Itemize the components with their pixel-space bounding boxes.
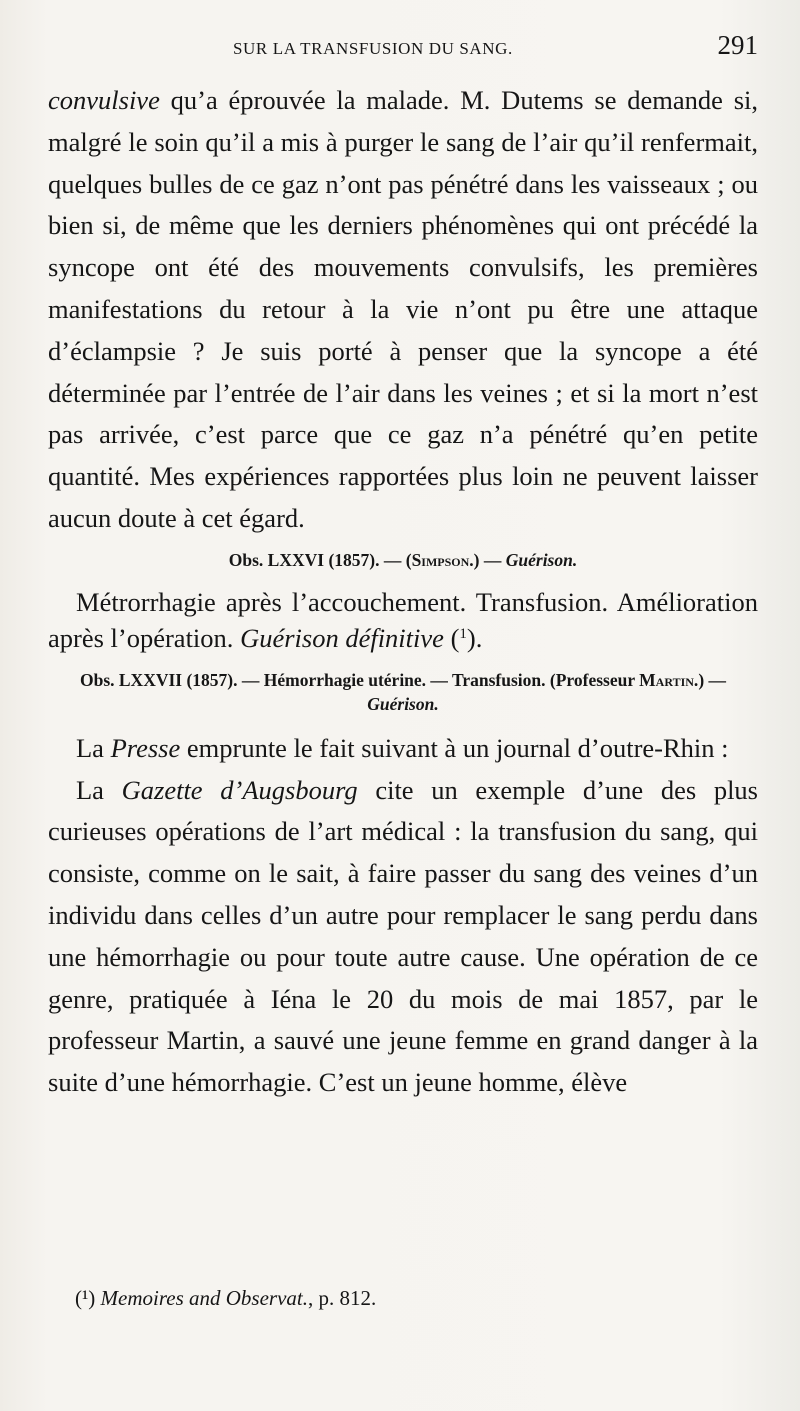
obs-77-author: Martin. bbox=[639, 669, 699, 690]
paragraph-2 bbox=[48, 728, 758, 770]
paragraph-3-pre: La bbox=[76, 774, 122, 805]
observation-77-heading bbox=[48, 668, 758, 716]
paragraph-1-lead: convulsive bbox=[48, 85, 160, 115]
obs-76-author: Simpson. bbox=[411, 549, 474, 570]
note-close: ). bbox=[466, 622, 483, 653]
note-open: ( bbox=[443, 622, 460, 653]
obs-77-label: Obs. LXXVII (1857). — Hémorrhagie utérine. — Transfusion. (Professeur bbox=[79, 669, 640, 690]
paragraph-1 bbox=[48, 80, 758, 540]
footnote-mark: (¹) bbox=[75, 1286, 101, 1310]
body-text bbox=[48, 80, 758, 1104]
paragraph-1-text: qu’a éprouvée la malade. M. Dutems se demande si, malgré le soin qu’il a mis à purger le sang de l’air qu’il renfermait, quelques bulles de ce gaz n’ont pas pénétré dans les vaisseaux ; ou bien si, de même que les derniers phénomènes qui ont précédé la syncope ont été des mouvements convulsifs, les premières manifestations du retour à la vie n’ont pu être une attaque d’éclampsie ? Je suis porté à penser que la syncope a été déterminée par l’entrée de l’air dans les veines ; et si la mort n’est pas arrivée, c’est parce que ce gaz n’a pénétré qu’en petite quantité. Mes expériences rapportées plus loin ne peuvent laisser aucun doute à cet égard. bbox=[48, 85, 758, 533]
running-head: SUR LA TRANSFUSION DU SANG. bbox=[233, 39, 513, 58]
case-summary-outcome: Guérison définitive bbox=[240, 622, 444, 653]
footnote-reference: 1 bbox=[459, 625, 467, 642]
obs-77-close: ) — bbox=[698, 669, 727, 690]
page-header bbox=[48, 30, 758, 66]
paragraph-2-source: Presse bbox=[110, 732, 181, 763]
case-summary-text: Métrorrhagie après l’accouchement. Transfusion. Amélioration après l’opération. bbox=[48, 586, 758, 653]
paragraph-3 bbox=[48, 770, 758, 1104]
observation-76-heading bbox=[48, 548, 758, 572]
paragraph-2-post: emprunte le fait suivant à un journal d’outre-Rhin : bbox=[180, 732, 729, 763]
paragraph-2-pre: La bbox=[76, 732, 111, 763]
case-summary bbox=[48, 584, 758, 656]
obs-76-close: ) — bbox=[473, 549, 506, 570]
obs-76-result: Guérison. bbox=[505, 549, 578, 570]
footnote-source: Memoires and Observat. bbox=[100, 1286, 308, 1310]
obs-77-result: Guérison. bbox=[367, 693, 439, 714]
paragraph-3-source: Gazette d’Augsbourg bbox=[121, 774, 358, 805]
page-number: 291 bbox=[717, 30, 758, 60]
footnote bbox=[75, 1286, 376, 1311]
footnote-page: , p. 812. bbox=[307, 1286, 377, 1310]
obs-76-label: Obs. LXXVI (1857). — ( bbox=[228, 549, 412, 570]
paragraph-3-post: cite un exemple d’une des plus curieuses opérations de l’art médical : la transfusion du sang, qui consiste, comme on le sait, à faire passer du sang des veines d’un individu dans celles d’un autre pour remplacer le sang perdu dans une hémorrhagie ou pour toute autre cause. Une opération de ce genre, pratiquée à Iéna le 20 du mois de mai 1857, par le professeur Martin, a sauvé une jeune femme en grand danger à la suite d’une hémorrhagie. C’est un jeune homme, élève bbox=[48, 774, 758, 1098]
